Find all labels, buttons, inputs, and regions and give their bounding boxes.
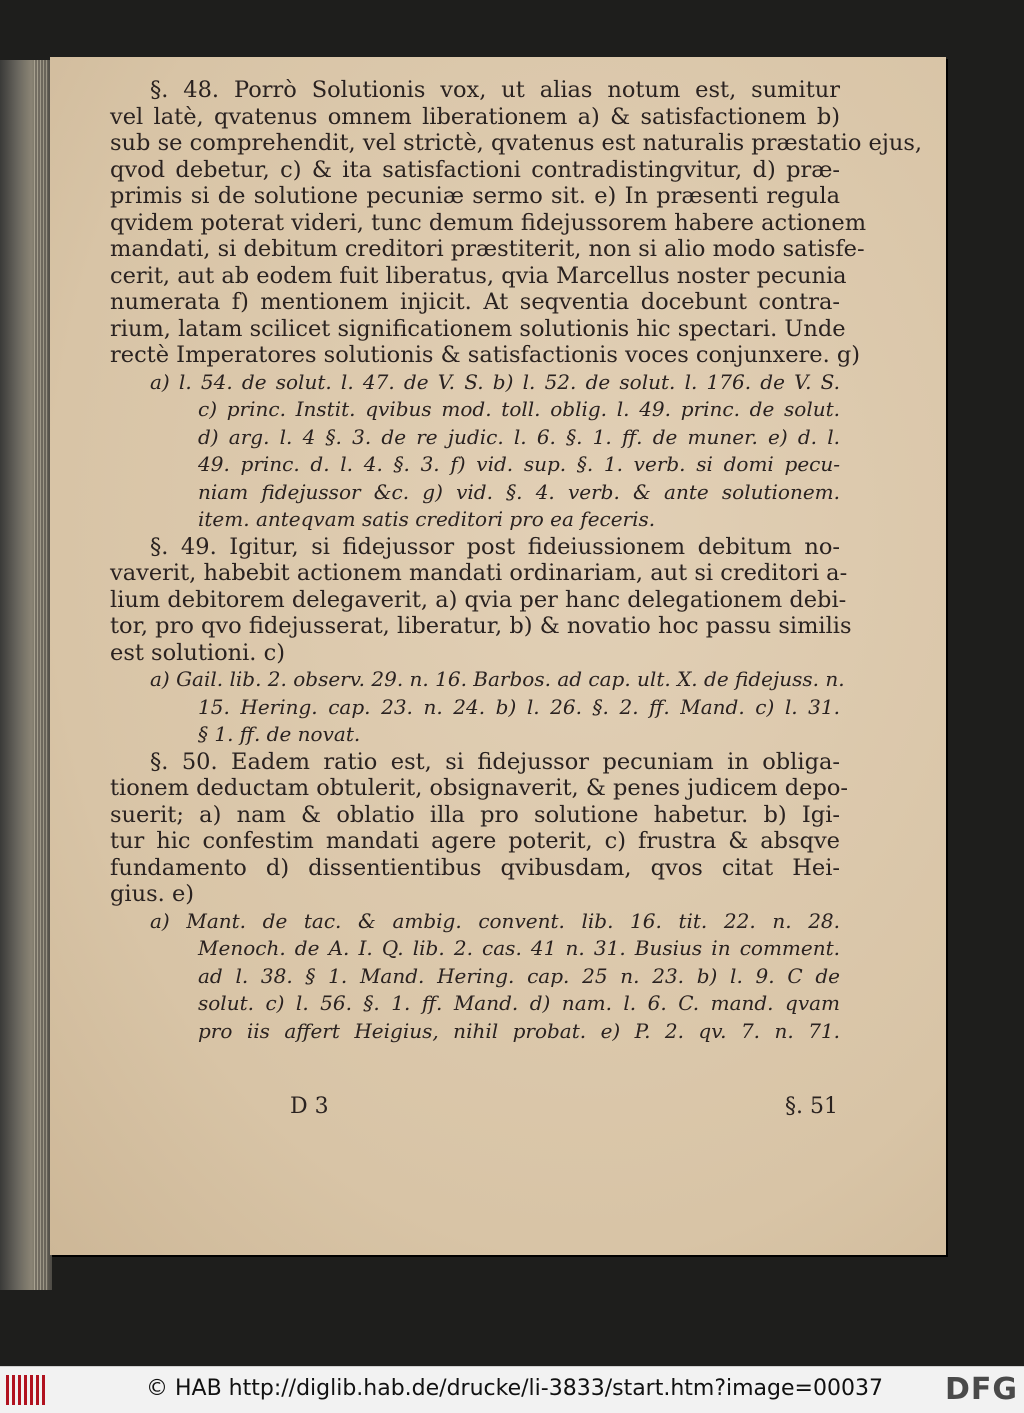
body-line: vaverit, habebit actionem mandati ordinariam, aut si creditori a- (110, 560, 848, 586)
footnote-line: a) Gail. lib. 2. observ. 29. n. 16. Barbos. ad cap. ult. X. de fidejuss. n. (150, 667, 845, 691)
body-line: §. 50. Eadem ratio est, si fidejussor pecuniam in obliga- (150, 748, 840, 775)
body-line: lium debitorem delegaverit, a) qvia per hanc delegationem debi- (110, 586, 847, 613)
body-line: numerata f) mentionem injicit. At seqventia docebunt contra- (110, 289, 840, 315)
footnote-line: Menoch. de A. I. Q. lib. 2. cas. 41 n. 31. Busius in comment. (198, 936, 840, 960)
scanned-page (50, 57, 946, 1255)
book-spine-edge (0, 60, 52, 1290)
footnote-line: 49. princ. d. l. 4. §. 3. f) vid. sup. §. 1. verb. si domi pecu- (198, 452, 840, 476)
catchword: §. 51 (785, 1094, 838, 1119)
footnote-line: a) l. 54. de solut. l. 47. de V. S. b) l. 52. de solut. l. 176. de V. S. (150, 369, 840, 394)
hab-logo-icon (6, 1375, 46, 1405)
body-line: tor, pro qvo fidejusserat, liberatur, b) & novatio hoc passu similis (110, 613, 852, 639)
footnote-line: ad l. 38. § 1. Mand. Hering. cap. 25 n. 23. b) l. 9. C de (198, 963, 840, 988)
body-line: primis si de solutione pecuniæ sermo sit. e) In præsenti regula (110, 183, 840, 209)
body-line: cerit, aut ab eodem fuit liberatus, qvia Marcellus noster pecunia (110, 262, 847, 289)
page-text-block (110, 77, 923, 1045)
body-line: mandati, si debitum creditori præstiterit, non si alio modo satisfe- (110, 236, 865, 262)
body-line: est solutioni. c) (110, 639, 285, 666)
copyright-link[interactable]: © HAB http://diglib.hab.de/drucke/li-3833/start.htm?image=00037 (146, 1376, 883, 1401)
body-line: vel latè, qvatenus omnem liberationem a) & satisfactionem b) (110, 103, 840, 130)
body-line: rectè Imperatores solutionis & satisfactionis voces conjunxere. g) (110, 342, 861, 368)
signature-mark: D 3 (290, 1094, 329, 1119)
body-line: fundamento d) dissentientibus qvibusdam, qvos citat Hei- (110, 854, 840, 881)
body-line: sub se comprehendit, vel strictè, qvatenus est naturalis præstatio ejus, (110, 130, 923, 156)
body-line: tur hic confestim mandati agere poterit, c) frustra & absqve (110, 828, 840, 854)
page-edges (34, 60, 48, 1290)
body-line: qvod debetur, c) & ita satisfactioni contradistingvitur, d) præ- (110, 156, 840, 183)
body-line: §. 48. Porrò Solutionis vox, ut alias notum est, sumitur (150, 77, 840, 103)
footnote-line: § 1. ff. de novat. (198, 722, 361, 746)
footnote-line: item. antеqvam satis creditori pro ea feceris. (198, 507, 656, 531)
dfg-logo: DFG (944, 1372, 1018, 1407)
footnote-line: a) Mant. de tac. & ambig. convent. lib. 16. tit. 22. n. 28. (150, 908, 840, 933)
page-bottom-line (290, 1094, 838, 1119)
footnote-line: solut. c) l. 56. §. 1. ff. Mand. d) nam. l. 6. C. mand. qvam (198, 991, 840, 1015)
viewer-footer (0, 1366, 1024, 1413)
body-line: gius. e) (110, 881, 195, 907)
body-line: suerit; a) nam & oblatio illa pro solutione habetur. b) Igi- (110, 801, 840, 828)
footnote-line: 15. Hering. cap. 23. n. 24. b) l. 26. §. 2. ff. Mand. c) l. 31. (198, 694, 840, 719)
body-line: qvidem poterat videri, tunc demum fidejussorem habere actionem (110, 209, 867, 236)
footnote-line: pro iis affert Heigius, nihil probat. e) P. 2. qv. 7. n. 71. (198, 1018, 840, 1043)
body-line: rium, latam scilicet significationem solutionis hic spectari. Unde (110, 315, 846, 342)
body-line: §. 49. Igitur, si fidejussor post fideiussionem debitum no- (150, 533, 840, 560)
body-line: tionem deductam obtulerit, obsignaverit, & penes judicem depo- (110, 775, 848, 801)
footnote-line: c) princ. Instit. qvibus mod. toll. oblig. l. 49. princ. de solut. (198, 397, 840, 421)
footnote-line: niam fidejussor &c. g) vid. §. 4. verb. & ante solutionem. (198, 479, 840, 504)
footnote-line: d) arg. l. 4 §. 3. de re judic. l. 6. §. 1. ff. de muner. e) d. l. (198, 424, 840, 449)
